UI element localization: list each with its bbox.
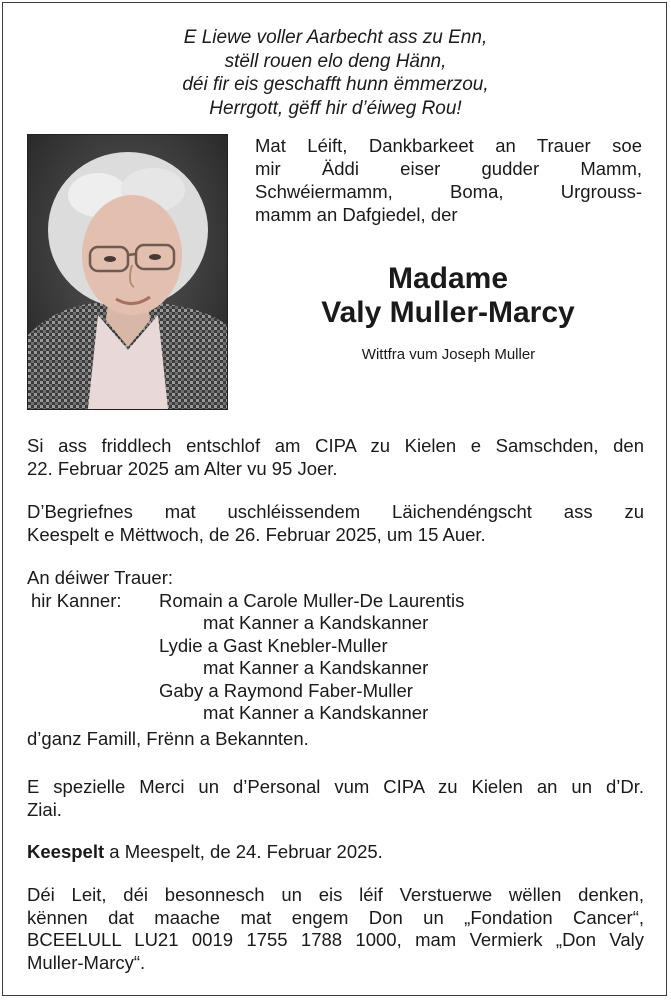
intro-line: Schwéiermamm, Boma, Urgrouss- [255, 181, 642, 202]
intro-line: Mat Léift, Dankbarkeet an Trauer soe [255, 135, 642, 156]
child-sub: mat Kanner a Kandskanner [203, 702, 429, 723]
place-name: Keespelt [27, 841, 105, 862]
donation-line: Déi Leit, déi besonnesch un eis léif Verstuerwe wëllen denken, [27, 884, 644, 905]
death-paragraph [27, 435, 644, 480]
child-name: Lydie a Gast Knebler-Muller [159, 634, 388, 656]
thanks-line: Ziai. [27, 798, 62, 820]
mourners-section [27, 567, 644, 750]
portrait-photo [27, 134, 228, 410]
poem-line: stëll rouen elo deng Hänn, [224, 50, 447, 72]
donation-line: Muller-Marcy“. [27, 951, 146, 973]
poem-line: Herrgott, gëff hir d’éiweg Rou! [209, 97, 462, 119]
donation-line: kënnen dat maache mat engem Don un „Fondation Cancer“, [27, 906, 644, 928]
name-full: Valy Muller-Marcy [321, 296, 575, 329]
child-name: Romain a Carole Muller-De Laurentis [159, 589, 465, 611]
funeral-paragraph [27, 501, 644, 546]
death-line: Si ass friddlech entschlof am CIPA zu Kielen e Samschden, den [27, 435, 644, 456]
mourners-label: hir Kanner: [31, 589, 122, 611]
family-line: d’ganz Famill, Frënn a Bekannten. [27, 727, 309, 749]
funeral-line: Keespelt e Mëttwoch, de 26. Februar 2025, um 15 Auer. [27, 523, 486, 545]
child-name: Gaby a Raymond Faber-Muller [159, 679, 413, 701]
place-date-rest: a Meespelt, de 24. Februar 2025. [104, 841, 383, 862]
deceased-name [268, 262, 628, 330]
widow-note: Wittfra vum Joseph Muller [361, 346, 536, 363]
place-date [27, 841, 644, 864]
poem-line: déi fir eis geschafft hunn ëmmerzou, [182, 74, 489, 95]
death-line: 22. Februar 2025 am Alter vu 95 Joer. [27, 457, 338, 479]
poem-line: E Liewe voller Aarbecht ass zu Enn, [183, 27, 488, 48]
intro-line: mamm an Dafgiedel, der [255, 204, 458, 225]
donation-line: BCEELULL LU21 0019 1755 1788 1000, mam Vermierk „Don Valy [27, 929, 644, 950]
child-sub: mat Kanner a Kandskanner [203, 612, 429, 633]
funeral-line: D’Begriefnes mat uschléissendem Läichendéngscht ass zu [27, 501, 644, 522]
portrait-illustration [28, 135, 227, 409]
thanks-paragraph [27, 776, 644, 821]
intro-text [255, 134, 642, 226]
thanks-line: E spezielle Merci un d’Personal vum CIPA zu Kielen an un d’Dr. [27, 776, 644, 797]
child-sub: mat Kanner a Kandskanner [203, 657, 429, 678]
mourners-heading: An déiwer Trauer: [27, 567, 174, 588]
name-title: Madame [387, 262, 509, 295]
donation-paragraph [27, 884, 644, 974]
intro-line: mir Äddi eiser gudder Mamm, [255, 158, 642, 179]
poem [0, 26, 671, 120]
